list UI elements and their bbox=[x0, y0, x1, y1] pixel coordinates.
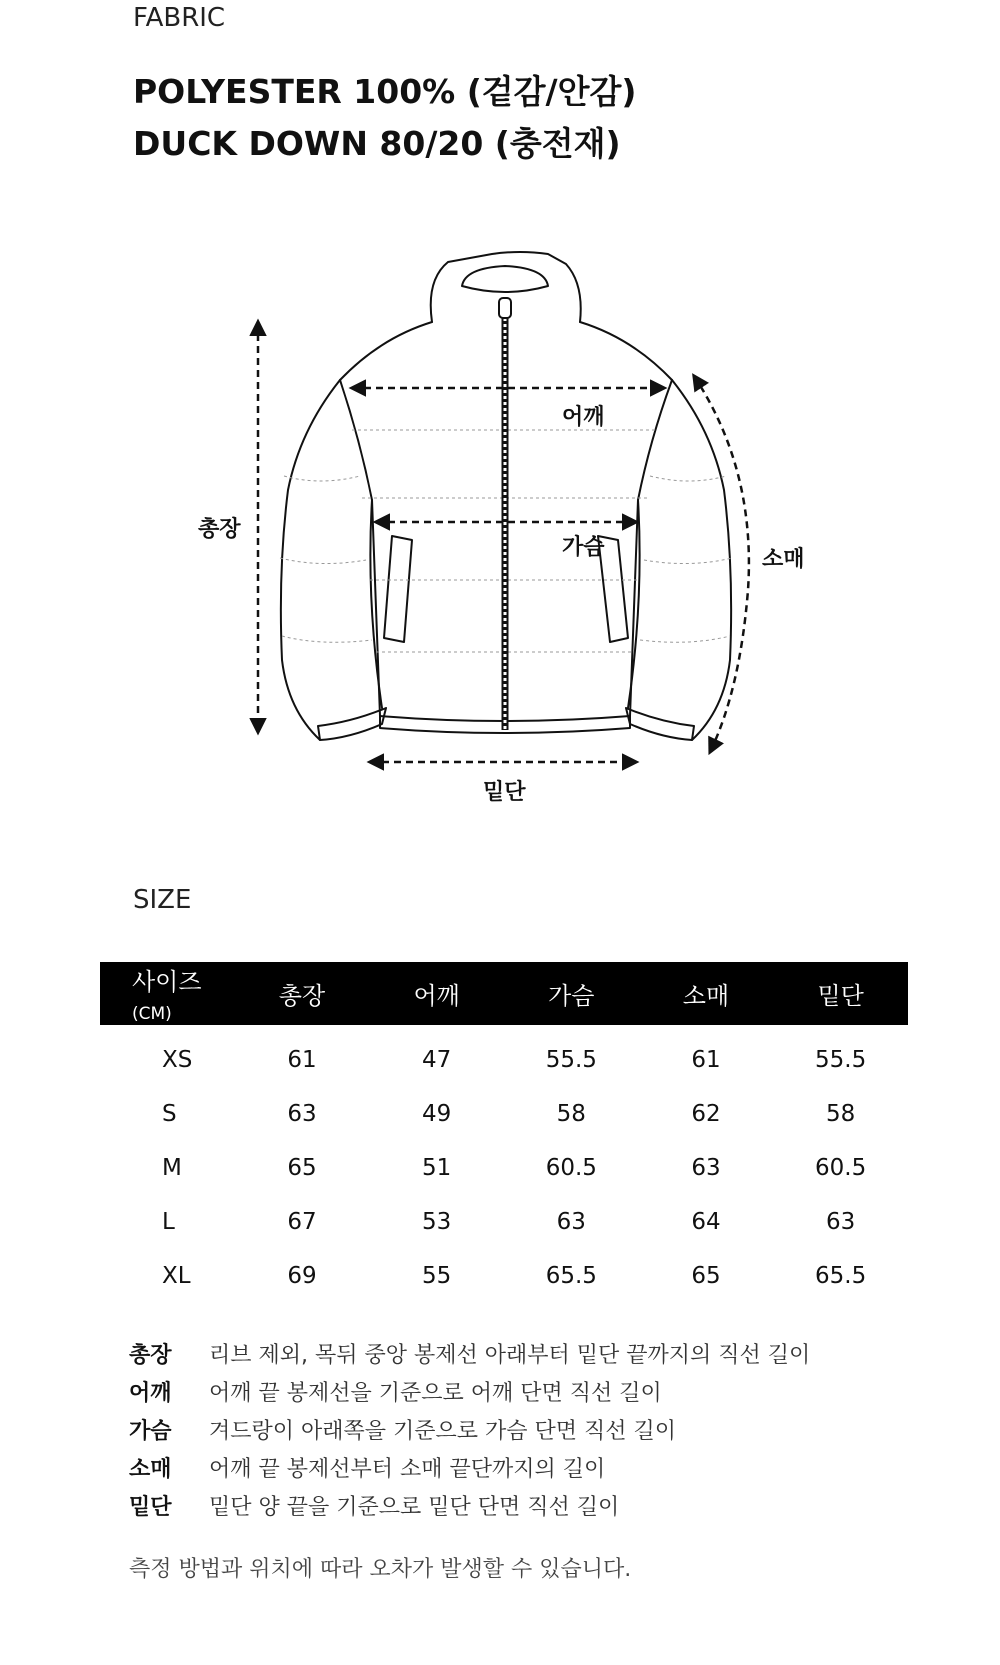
value-cell: 65.5 bbox=[815, 1263, 867, 1289]
right-shoulder bbox=[580, 322, 672, 380]
value-cell: 63 bbox=[826, 1209, 856, 1235]
header-unit: (CM) bbox=[132, 1004, 172, 1024]
size-cell: S bbox=[162, 1101, 177, 1127]
value-cell: 67 bbox=[287, 1209, 317, 1235]
note-row-length bbox=[129, 1334, 810, 1372]
note-term: 어깨 bbox=[129, 1380, 172, 1406]
table-row bbox=[100, 1087, 908, 1141]
chest-label: 가슴 bbox=[562, 535, 605, 560]
table-row bbox=[100, 1195, 908, 1249]
note-description: 어깨 끝 봉제선부터 소매 끝단까지의 길이 bbox=[209, 1456, 606, 1482]
sleeve-label: 소매 bbox=[762, 547, 805, 572]
value-cell: 65.5 bbox=[545, 1263, 597, 1289]
value-cell: 69 bbox=[287, 1263, 317, 1289]
jacket-illustration bbox=[0, 240, 1000, 820]
note-description: 리브 제외, 목뒤 중앙 봉제선 아래부터 밑단 끝까지의 직선 길이 bbox=[209, 1342, 811, 1368]
hem-label: 밑단 bbox=[483, 780, 526, 805]
table-row bbox=[100, 1141, 908, 1195]
value-cell: 47 bbox=[422, 1047, 452, 1073]
note-row-hem bbox=[129, 1486, 810, 1524]
table-row bbox=[100, 1249, 908, 1303]
size-table-header bbox=[100, 962, 908, 1025]
header-length: 총장 bbox=[235, 962, 370, 1025]
value-cell: 64 bbox=[691, 1209, 721, 1235]
value-cell: 55.5 bbox=[815, 1047, 867, 1073]
value-cell: 51 bbox=[422, 1155, 452, 1181]
note-row-sleeve bbox=[129, 1448, 810, 1486]
size-cell: M bbox=[162, 1155, 182, 1181]
note-row-chest bbox=[129, 1410, 810, 1448]
size-section-label: SIZE bbox=[133, 885, 192, 915]
shoulder-label: 어깨 bbox=[562, 405, 605, 430]
note-description: 겨드랑이 아래쪽을 기준으로 가슴 단면 직선 길이 bbox=[209, 1418, 677, 1444]
collar-inner bbox=[462, 266, 548, 292]
table-row bbox=[100, 1025, 908, 1087]
value-cell: 58 bbox=[556, 1101, 586, 1127]
value-cell: 60.5 bbox=[545, 1155, 597, 1181]
value-cell: 63 bbox=[691, 1155, 721, 1181]
center-zipper bbox=[499, 298, 511, 730]
value-cell: 60.5 bbox=[815, 1155, 867, 1181]
note-term: 총장 bbox=[129, 1342, 172, 1368]
size-cell: L bbox=[162, 1209, 175, 1235]
size-table bbox=[100, 962, 908, 1303]
value-cell: 65 bbox=[691, 1263, 721, 1289]
value-cell: 63 bbox=[287, 1101, 317, 1127]
left-cuff bbox=[318, 708, 386, 740]
value-cell: 55.5 bbox=[545, 1047, 597, 1073]
note-term: 밑단 bbox=[129, 1494, 172, 1520]
value-cell: 58 bbox=[826, 1101, 856, 1127]
right-cuff bbox=[626, 708, 694, 740]
note-description: 어깨 끝 봉제선을 기준으로 어깨 단면 직선 길이 bbox=[209, 1380, 662, 1406]
note-term: 소매 bbox=[129, 1456, 172, 1482]
left-pocket bbox=[384, 536, 412, 642]
jacket-measurement-diagram bbox=[0, 240, 1000, 820]
note-row-shoulder bbox=[129, 1372, 810, 1410]
value-cell: 61 bbox=[691, 1047, 721, 1073]
size-cell: XS bbox=[162, 1047, 193, 1073]
measurement-disclaimer: 측정 방법과 위치에 따라 오차가 발생할 수 있습니다. bbox=[129, 1557, 632, 1582]
size-cell: XL bbox=[162, 1263, 191, 1289]
measurement-notes bbox=[129, 1334, 810, 1524]
fabric-composition-fill: DUCK DOWN 80/20 (충전재) bbox=[133, 124, 621, 163]
value-cell: 62 bbox=[691, 1101, 721, 1127]
header-size: 사이즈(CM) bbox=[100, 962, 235, 1025]
fabric-section-label: FABRIC bbox=[133, 3, 226, 33]
value-cell: 55 bbox=[422, 1263, 452, 1289]
left-sleeve-outer bbox=[281, 380, 340, 740]
header-hem: 밑단 bbox=[773, 962, 908, 1025]
value-cell: 61 bbox=[287, 1047, 317, 1073]
note-term: 가슴 bbox=[129, 1418, 172, 1444]
note-description: 밑단 양 끝을 기준으로 밑단 단면 직선 길이 bbox=[209, 1494, 620, 1520]
value-cell: 65 bbox=[287, 1155, 317, 1181]
header-shoulder: 어깨 bbox=[369, 962, 504, 1025]
value-cell: 63 bbox=[556, 1209, 586, 1235]
left-shoulder bbox=[340, 322, 432, 380]
value-cell: 49 bbox=[422, 1101, 452, 1127]
header-sleeve: 소매 bbox=[639, 962, 774, 1025]
header-chest: 가슴 bbox=[504, 962, 639, 1025]
fabric-composition-shell: POLYESTER 100% (겉감/안감) bbox=[133, 72, 637, 111]
length-label: 총장 bbox=[198, 517, 241, 542]
value-cell: 53 bbox=[422, 1209, 452, 1235]
